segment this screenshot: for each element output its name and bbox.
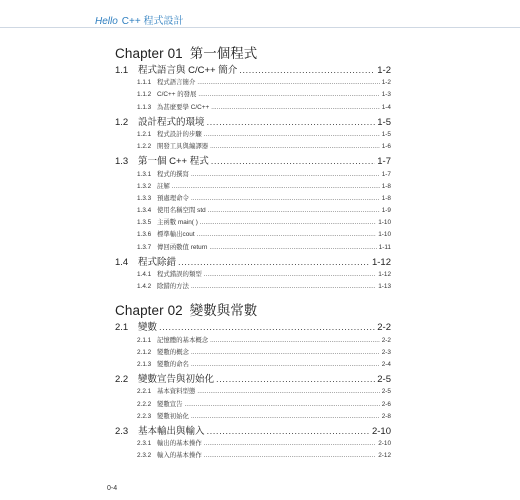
toc-leader-dots bbox=[211, 102, 380, 114]
toc-leader-dots bbox=[191, 169, 380, 181]
toc-entry-page: 2-5 bbox=[381, 388, 391, 396]
toc-entry-number: 1.3.4 bbox=[137, 207, 152, 215]
toc-entry-page: 1-11 bbox=[378, 243, 391, 251]
section-spacer bbox=[115, 462, 391, 464]
toc-subsection-row[interactable] bbox=[115, 102, 391, 114]
toc-entry-page: 2-12 bbox=[378, 452, 391, 460]
toc-leader-dots bbox=[211, 155, 376, 168]
toc-entry-title: 記憶體的基本概念 bbox=[157, 336, 209, 344]
header-hello: Hello bbox=[95, 16, 118, 27]
chapter-heading[interactable] bbox=[115, 303, 391, 321]
toc-leader-dots bbox=[191, 347, 380, 359]
toc-entry-title: 變數宣告與初始化 bbox=[138, 374, 215, 386]
toc-entry-page: 1-12 bbox=[371, 256, 391, 268]
toc-entry-number: 1.1.1 bbox=[137, 79, 152, 87]
toc-leader-dots bbox=[239, 64, 375, 77]
toc-subsection-row[interactable] bbox=[115, 242, 391, 254]
toc-subsection-row[interactable] bbox=[115, 181, 391, 193]
toc-entry-page: 1-2 bbox=[377, 65, 391, 76]
toc-subsection-row[interactable] bbox=[115, 269, 391, 281]
page-number: 0-4 bbox=[107, 485, 118, 492]
toc-entry-title: 設計程式的環境 bbox=[138, 116, 205, 128]
toc-entry-number: 2.2.2 bbox=[137, 400, 152, 408]
toc-entry-page: 1-4 bbox=[381, 103, 391, 111]
running-header bbox=[95, 12, 183, 27]
toc-subsection-row[interactable] bbox=[115, 217, 391, 229]
toc-entry-page: 2-3 bbox=[381, 348, 391, 356]
toc-subsection-row[interactable] bbox=[115, 129, 391, 141]
toc-leader-dots bbox=[204, 269, 376, 281]
toc-leader-dots bbox=[210, 141, 380, 153]
toc-subsection-row[interactable] bbox=[115, 205, 391, 217]
toc-entry-title: 基本輸出與輸入 bbox=[138, 425, 205, 437]
toc-entry-title: 變數初始化 bbox=[157, 412, 189, 420]
toc-entry-page: 2-10 bbox=[378, 440, 391, 448]
toc-entry-page: 1-5 bbox=[381, 130, 391, 138]
toc-subsection-row[interactable] bbox=[115, 411, 391, 423]
toc-entry-title: 使用名稱空間 std bbox=[157, 207, 206, 215]
toc-entry-number: 1.2.1 bbox=[137, 130, 152, 138]
toc-leader-dots bbox=[204, 450, 376, 462]
toc-entry-page: 2-10 bbox=[371, 425, 391, 437]
chapter-title: 變數與常數 bbox=[189, 303, 258, 319]
toc-entry-number: 1.1.3 bbox=[137, 103, 152, 111]
toc-entry-title: 傳回函數值 return bbox=[157, 243, 208, 251]
toc-entry-title: 變數的命名 bbox=[157, 360, 189, 368]
toc-subsection-row[interactable] bbox=[115, 77, 391, 89]
chapter-heading[interactable] bbox=[115, 46, 391, 64]
toc-entry-title: 程式語言簡介 bbox=[157, 79, 196, 87]
toc-entry-number: 2.1.2 bbox=[137, 348, 152, 356]
toc-entry-page: 1-5 bbox=[377, 116, 391, 128]
toc-entry-page: 2-4 bbox=[381, 360, 391, 368]
toc-entry-number: 1.4 bbox=[115, 256, 129, 268]
toc-subsection-row[interactable] bbox=[115, 438, 391, 450]
toc-entry-page: 1-13 bbox=[378, 283, 391, 291]
toc-entry-number: 1.3.3 bbox=[137, 194, 152, 202]
toc-entry-title: 主函數 main( ) bbox=[157, 219, 198, 227]
toc-entry-page: 1-9 bbox=[381, 207, 391, 215]
toc-entry-title: 標準輸出cout bbox=[157, 231, 195, 239]
toc-entry-title: 程式語言與 C/C++ 簡介 bbox=[138, 65, 238, 76]
toc-entry-page: 2-8 bbox=[381, 412, 391, 420]
toc-leader-dots bbox=[216, 373, 375, 386]
header-title: C++ 程式設計 bbox=[121, 16, 184, 27]
toc-entry-title: 註解 bbox=[157, 182, 170, 190]
toc-entry-title: 第一個 C++ 程式 bbox=[138, 156, 209, 168]
toc-entry-page: 1-2 bbox=[381, 79, 391, 87]
toc-entry-title: 輸入的基本操作 bbox=[157, 452, 202, 460]
toc-leader-dots bbox=[185, 399, 380, 411]
toc-subsection-row[interactable] bbox=[115, 281, 391, 293]
toc-entry-number: 1.3.2 bbox=[137, 182, 152, 190]
toc-entry-number: 1.4.2 bbox=[137, 283, 152, 291]
toc-leader-dots bbox=[209, 242, 376, 254]
toc-entry-number: 2.1.1 bbox=[137, 336, 152, 344]
toc-subsection-row[interactable] bbox=[115, 347, 391, 359]
toc-entry-title: 預處理命令 bbox=[157, 194, 189, 202]
toc-entry-page: 2-2 bbox=[377, 322, 391, 334]
toc-section-row[interactable] bbox=[115, 64, 391, 77]
toc-subsection-row[interactable] bbox=[115, 399, 391, 411]
toc-entry-page: 1-8 bbox=[381, 194, 391, 202]
toc-subsection-row[interactable] bbox=[115, 141, 391, 153]
toc-subsection-row[interactable] bbox=[115, 335, 391, 347]
toc-entry-number: 2.1 bbox=[115, 322, 129, 334]
toc-leader-dots bbox=[207, 425, 370, 438]
toc-entry-title: 程式錯誤的類型 bbox=[157, 271, 202, 278]
toc-leader-dots bbox=[208, 205, 380, 217]
toc-entry-number: 1.3.6 bbox=[137, 231, 152, 239]
toc-leader-dots bbox=[191, 193, 380, 205]
toc-section-row[interactable] bbox=[115, 155, 391, 168]
toc-leader-dots bbox=[204, 438, 376, 450]
toc-subsection-row[interactable] bbox=[115, 359, 391, 371]
toc-entry-title: 變數的概念 bbox=[157, 348, 189, 356]
toc-entry-title: 為甚麼要學 C/C++ bbox=[157, 103, 210, 111]
toc-subsection-row[interactable] bbox=[115, 386, 391, 398]
toc-leader-dots bbox=[200, 217, 376, 229]
toc-entry-page: 1-7 bbox=[381, 170, 391, 178]
toc-entry-title: 變數宣告 bbox=[157, 400, 183, 408]
chapter-label: Chapter 02 bbox=[115, 303, 183, 319]
toc-entry-number: 2.3.1 bbox=[137, 440, 152, 448]
toc-entry-number: 1.3 bbox=[115, 156, 129, 168]
toc-section-row[interactable] bbox=[115, 373, 391, 386]
toc-entry-page: 1-7 bbox=[377, 156, 391, 168]
chapter-label: Chapter 01 bbox=[115, 46, 183, 61]
toc-entry-page: 1-12 bbox=[378, 271, 391, 278]
toc-entry-page: 2-2 bbox=[381, 336, 391, 344]
toc-entry-title: 開發工具與編譯器 bbox=[157, 143, 209, 151]
toc-entry-title: 變數 bbox=[138, 322, 158, 334]
toc-entry-number: 1.3.1 bbox=[137, 170, 152, 178]
toc-leader-dots bbox=[191, 281, 376, 293]
toc-entry-number: 1.1 bbox=[115, 65, 129, 76]
toc-entry-page: 1-10 bbox=[378, 219, 391, 227]
toc-entry-number: 2.3.2 bbox=[137, 452, 152, 460]
toc-section-row[interactable] bbox=[115, 256, 391, 269]
toc-section-row[interactable] bbox=[115, 116, 391, 129]
chapter-title: 第一個程式 bbox=[189, 46, 258, 61]
toc-leader-dots bbox=[204, 129, 380, 141]
toc-entry-title: 程式設計的步驟 bbox=[157, 130, 202, 138]
toc-entry-title: 程式除錯 bbox=[138, 256, 177, 268]
toc-entry-title: 輸出的基本操作 bbox=[157, 440, 202, 448]
toc-subsection-row[interactable] bbox=[115, 229, 391, 241]
toc-subsection-row[interactable] bbox=[115, 193, 391, 205]
toc-entry-page: 1-10 bbox=[378, 231, 391, 239]
toc-subsection-row[interactable] bbox=[115, 89, 391, 101]
toc-leader-dots bbox=[198, 89, 379, 101]
toc-leader-dots bbox=[178, 256, 370, 269]
toc-entry-number: 2.2.3 bbox=[137, 412, 152, 420]
toc-entry-number: 1.2 bbox=[115, 116, 129, 128]
toc-leader-dots bbox=[197, 229, 377, 241]
toc-entry-title: 程式的撰寫 bbox=[157, 170, 189, 178]
toc-entry-title: 基本資料型態 bbox=[157, 388, 196, 396]
toc-entry-number: 2.2 bbox=[115, 374, 129, 386]
toc-entry-number: 1.2.2 bbox=[137, 143, 152, 151]
toc-leader-dots bbox=[197, 386, 379, 398]
table-of-contents bbox=[115, 46, 391, 464]
toc-entry-title: 除錯的方法 bbox=[157, 283, 189, 291]
toc-entry-number: 2.3 bbox=[115, 425, 129, 437]
toc-leader-dots bbox=[191, 359, 380, 371]
toc-section-row[interactable] bbox=[115, 425, 391, 438]
toc-leader-dots bbox=[197, 77, 379, 89]
toc-entry-number: 2.1.3 bbox=[137, 360, 152, 368]
toc-entry-number: 1.3.7 bbox=[137, 243, 152, 251]
toc-entry-page: 1-6 bbox=[381, 143, 391, 151]
toc-entry-page: 1-8 bbox=[381, 182, 391, 190]
toc-subsection-row[interactable] bbox=[115, 450, 391, 462]
toc-subsection-row[interactable] bbox=[115, 169, 391, 181]
toc-entry-number: 1.4.1 bbox=[137, 271, 152, 278]
toc-entry-page: 2-6 bbox=[381, 400, 391, 408]
toc-entry-title: C/C++ 的發展 bbox=[157, 91, 197, 99]
toc-entry-page: 1-3 bbox=[381, 91, 391, 99]
toc-entry-page: 2-5 bbox=[377, 374, 391, 386]
toc-entry-number: 1.1.2 bbox=[137, 91, 152, 99]
toc-leader-dots bbox=[207, 116, 376, 129]
toc-leader-dots bbox=[191, 411, 380, 423]
toc-section-row[interactable] bbox=[115, 321, 391, 334]
toc-entry-number: 2.2.1 bbox=[137, 388, 152, 396]
header-divider bbox=[0, 27, 520, 28]
toc-leader-dots bbox=[159, 321, 375, 334]
toc-entry-number: 1.3.5 bbox=[137, 219, 152, 227]
toc-leader-dots bbox=[172, 181, 380, 193]
toc-leader-dots bbox=[210, 335, 380, 347]
